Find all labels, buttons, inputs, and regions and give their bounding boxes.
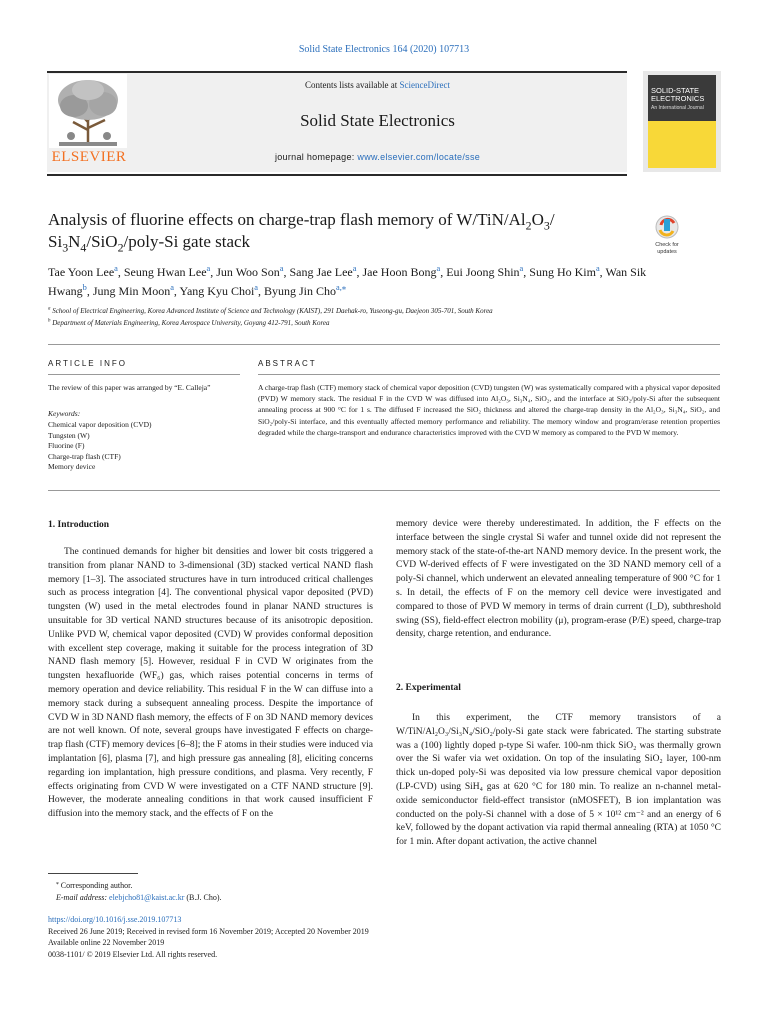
- author-name[interactable]: Jung Min Moon: [92, 284, 171, 298]
- publisher-name: ELSEVIER: [51, 149, 127, 165]
- author-affiliation-mark: a: [436, 264, 441, 273]
- footnote-rule: [48, 873, 138, 874]
- check-for-updates-icon[interactable]: [645, 213, 689, 257]
- contents-line: [130, 80, 625, 90]
- keyword: Fluorine (F): [48, 441, 85, 450]
- article-info-heading: ARTICLE INFO: [48, 359, 127, 368]
- publication-info: [48, 914, 548, 960]
- divider: [258, 374, 720, 375]
- author-affiliation-mark: a: [519, 264, 524, 273]
- journal-title: Solid State Electronics: [300, 111, 455, 130]
- homepage-prefix: journal homepage:: [274, 152, 358, 162]
- keyword: Tungsten (W): [48, 430, 90, 440]
- introduction-continued: memory device were thereby underestimated. In addition, the F effects on the interface between the single crystal Si wafer and tunnel oxide did not represent the memory stack of the state-of-the-art NAND memory device. In the present work, the CVD W-derived effects of F were investigated on the 3D NAND memory cell of a poly-Si channel, which underwent an elevated annealing temperature of 900 °C for 1 s. In detail, the effects of F on the memory cell device were investigated and compared to those of PVD W memory in terms of drain current (I_D), subthreshold swing (SS), field-effect electron mobility (μ), program-erase (P/E) speed, charge-trap density, charge retention, and endurance.: [396, 519, 721, 640]
- cover-subtitle: An International Journal: [651, 105, 704, 111]
- cover-title: SOLID-STATE ELECTRONICS: [651, 86, 705, 103]
- doi-link[interactable]: https://doi.org/10.1016/j.sse.2019.107713: [48, 915, 182, 924]
- cover-image: [648, 75, 716, 168]
- abstract-text: A charge-trap flash (CTF) memory stack of chemical vapor deposition (CVD) tungsten (W) was systematically compared with a physical vapor deposited (PVD) W memory stack. The residual F in the CVD W was diffused into Al₂O₃, Si₃N₄, SiO₂, and the interface at SiO₂/poly-Si after the subsequent annealing process at 900 °C for 1 s. The diffused F increased the SiO₂ thickness and altered the charge-trap density in the Al₂O₃, Si₃N₄, SiO₂, and SiO₂/poly-Si interface, and this eventually affected memory performance and reliability. The memory window and program/erase retention properties degraded while the charge-transport and endurance characteristics improved with the CVD W memory as compared to the PVD W memory.: [258, 383, 720, 437]
- author-affiliation-mark: a: [114, 264, 118, 273]
- copyright: 0038-1101/ © 2019 Elsevier Ltd. All rights reserved.: [48, 949, 218, 959]
- online-date: Available online 22 November 2019: [48, 938, 165, 947]
- keyword: Memory device: [48, 462, 96, 471]
- section-heading: 2. Experimental: [396, 683, 461, 693]
- email-link[interactable]: elebjcho81@kaist.ac.kr: [109, 893, 185, 902]
- affiliations: [48, 305, 688, 329]
- author-list: Tae Yoon Lee$^a$, Seung Hwan Lee$^a$, Jun Woo Son$^a$, Sang Jae Lee$^a$, Jae Hoon Bong$^a$, Eui Joong Shin$^a$, Sung Ho Kim$^a$, Wan Sik Hwang$^b$, Jung Min Moon$^a$, Yang Kyu Choi$^a$, Byung Jin Cho$^{a,⁎}$: [48, 264, 647, 298]
- email-line: E-mail address: elebjcho81@kaist.ac.kr (B.J. Cho).: [56, 893, 222, 902]
- introduction-text: The continued demands for higher bit densities and lower bit costs triggered a transition from planar NAND to 3-dimensional (3D) stacked vertical NAND flash memory [1–3]. The associated structures have in turn introduced critical challenges such as process integration [4]. The conventional physical vapor deposited (PVD) tungsten (W) used in the metal electrodes found in planar NAND structures is unsuitable for 3D vertical NAND structures because of its anisotropic deposition. Unlike PVD W, chemical vapor deposited (CVD) W provides conformal deposition with excellent step coverage, making it suitable for the process integration of 3D NAND flash memory [5]. However, residual F in CVD W originates from the tungsten hexafluoride (WF₆) gas, which raises potential concerns in terms of memory operation and device reliability. This residual F in the W can diffuse into a memory stack during a subsequent annealing process. Despite the importance of CVD W in 3D NAND flash memory, the effects of F on 3D NAND memory devices are not well known. Of note, several groups have investigated F effects on charge-trap flash (CTF) memory devices [6–8]; the F atoms in their studies were induced via implantation [6], plasma [7], and high pressure gas annealing [8], eliciting concerns regarding ion implantation, high pressure conditions, and plasma. Very recently, F effects originating from CVD W were investigated on a CTF NAND structure [9]. However, the moderate annealing conditions in that work caused insufficient F diffusion into the memory stack, and the effects of F on the: [48, 547, 373, 820]
- author-name[interactable]: Sung Ho Kim: [529, 265, 596, 279]
- journal-homepage: [130, 152, 625, 162]
- journal-reference[interactable]: Solid State Electronics 164 (2020) 107713: [298, 44, 470, 55]
- section-heading: 1. Introduction: [48, 520, 110, 530]
- corresponding-footnote: [56, 880, 356, 904]
- author-name[interactable]: Eui Joong Shin: [446, 265, 520, 279]
- homepage-link[interactable]: www.elsevier.com/locate/sse: [357, 152, 481, 162]
- badge-line2: updates: [657, 249, 677, 255]
- sciencedirect-link[interactable]: ScienceDirect: [399, 80, 450, 90]
- author-name[interactable]: Seung Hwan Lee: [123, 265, 207, 279]
- author-affiliation-mark: a: [254, 283, 258, 292]
- corresponding-line: ⁎ Corresponding author.: [56, 880, 133, 890]
- keyword: Chemical vapor deposition (CVD): [48, 420, 152, 429]
- author-name[interactable]: Tae Yoon Lee: [48, 265, 115, 279]
- author-affiliation-mark: a: [206, 264, 211, 273]
- author-affiliation-mark: a,⁎: [336, 283, 347, 292]
- author-affiliation-mark: a: [279, 264, 284, 273]
- received-dates: Received 26 June 2019; Received in revised form 16 November 2019; Accepted 20 November 2019: [48, 926, 369, 936]
- affiliation-b: $^b$ Department of Materials Engineering, Korea Aerospace University, Goyang 412-791, South Korea: [48, 318, 330, 327]
- review-note: The review of this paper was arranged by “E. Calleja”: [48, 383, 211, 392]
- author-name[interactable]: Yang Kyu Choi: [179, 284, 255, 298]
- author-affiliation-mark: a: [352, 264, 357, 273]
- badge-line1: Check for: [655, 242, 679, 248]
- journal-cover[interactable]: [643, 71, 721, 172]
- affiliation-a: $^a$ School of Electrical Engineering, Korea Advanced Institute of Science and Technology (KAIST), 291 Daehak-ro, Yuseong-gu, Daejeon 305-701, South Korea: [48, 306, 493, 315]
- keyword-list: [48, 420, 238, 473]
- masthead-bottom-rule: [47, 174, 627, 176]
- divider: [48, 344, 720, 345]
- author-name[interactable]: Jun Woo Son: [216, 265, 280, 279]
- author-name[interactable]: Wan Sik Hwang: [48, 265, 647, 298]
- author-affiliation-mark: b: [82, 283, 87, 292]
- author-affiliation-mark: a: [170, 283, 174, 292]
- divider: [48, 374, 240, 375]
- divider: [48, 490, 720, 491]
- keyword: Charge-trap flash (CTF): [48, 451, 121, 461]
- author-name[interactable]: Byung Jin Cho: [264, 284, 337, 298]
- abstract-heading: ABSTRACT: [258, 359, 317, 368]
- paper-title: Analysis of fluorine effects on charge-trap flash memory of $W/TiN/Al_2O_3/$ $Si_3N_4/SiO_2/poly-Si$ gate stack: [48, 210, 555, 255]
- masthead-top-rule: [47, 71, 627, 73]
- author-affiliation-mark: a: [595, 264, 600, 273]
- author-name[interactable]: Jae Hoon Bong: [362, 265, 437, 279]
- contents-prefix: Contents lists available at: [305, 80, 400, 90]
- experimental-text: In this experiment, the CTF memory transistors of a W/TiN/Al₂O₃/Si₃N₄/SiO₂/poly-Si gate stack were fabricated. The starting substrate was a (100) lightly doped p-type Si wafer. 100-nm thick SiO₂ was thermally grown over the Si wafer via wet oxidation. On top of the insulating SiO₂ layer, 100-nm thick un-doped poly-Si was deposited via low pressure chemical vapor deposition (LP-CVD) using SiH₄ gas at 620 °C for 180 min. To realize an n-channel metal-oxide semiconductor field-effect transistor (nMOSFET), B ion implantation was conducted on the poly-Si channel with a dose of 5 × 10¹² cm⁻² and an energy of 6 keV, followed by the dopant activation via rapid thermal annealing (RTA) at 1050 °C for 1 min. After dopant activation, the active channel: [396, 713, 721, 848]
- author-name[interactable]: Sang Jae Lee: [289, 265, 353, 279]
- keywords-label: Keywords:: [48, 409, 81, 418]
